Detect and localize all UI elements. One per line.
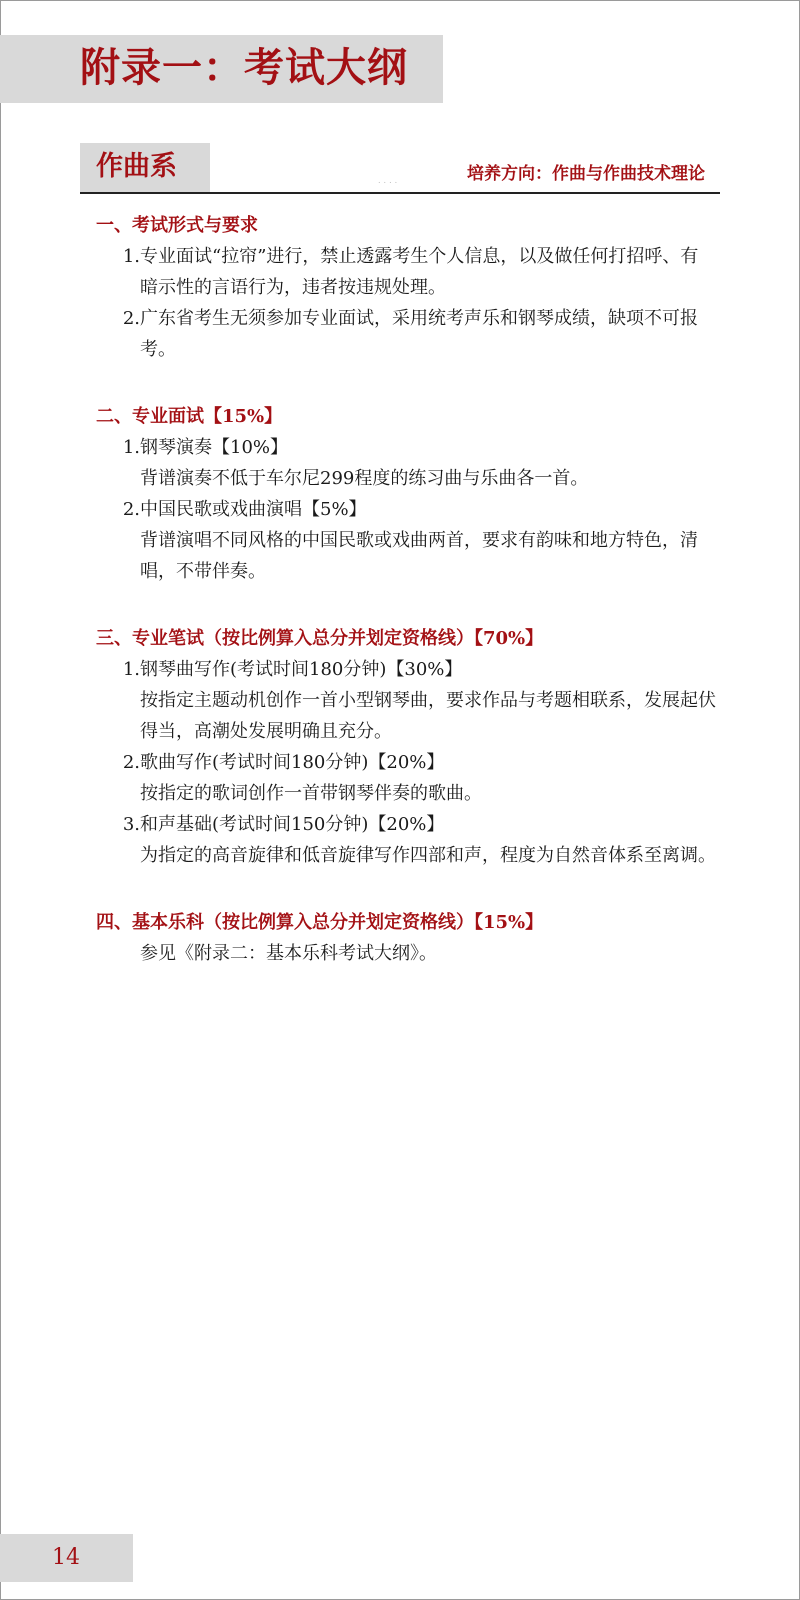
- page-title: 附录一：考试大纲: [80, 44, 408, 91]
- item-text: 歌曲写作(考试时间180分钟)【20%】: [140, 752, 445, 773]
- item-number: 3.: [122, 814, 140, 835]
- item-text: 广东省考生无须参加专业面试，采用统考声乐和钢琴成绩，缺项不可报考。: [140, 308, 698, 360]
- outline-content: [96, 210, 716, 969]
- list-item: [96, 494, 716, 587]
- list-item: [96, 303, 716, 365]
- item-number: 2.: [122, 499, 140, 520]
- item-description: 为指定的高音旋律和低音旋律写作四部和声，程度为自然音体系至离调。: [140, 845, 716, 866]
- item-text: 和声基础(考试时间150分钟)【20%】: [140, 814, 445, 835]
- list-item: [96, 809, 716, 871]
- section-heading: 二、专业面试【15%】: [96, 406, 283, 427]
- item-description: 按指定主题动机创作一首小型钢琴曲，要求作品与考题相联系，发展起伏得当，高潮处发展明确且充分。: [140, 690, 716, 742]
- department-name: 作曲系: [96, 151, 177, 182]
- list-item: [96, 241, 716, 303]
- section-heading: 一、考试形式与要求: [96, 215, 258, 236]
- item-description: 背谱演唱不同风格的中国民歌或戏曲两首，要求有韵味和地方特色，清唱，不带伴奏。: [140, 530, 698, 582]
- training-direction: 培养方向：作曲与作曲技术理论: [467, 164, 705, 184]
- item-description: 背谱演奏不低于车尔尼299程度的练习曲与乐曲各一首。: [140, 468, 589, 489]
- item-text: 中国民歌或戏曲演唱【5%】: [140, 499, 367, 520]
- item-text: 钢琴曲写作(考试时间180分钟)【30%】: [140, 659, 463, 680]
- item-number: 1.: [122, 659, 140, 680]
- section-basic-music: [96, 907, 716, 969]
- item-text: 专业面试“拉帘”进行，禁止透露考生个人信息，以及做任何打招呼、有暗示性的言语行为，违者按违规处理。: [140, 246, 699, 298]
- section-exam-format: [96, 210, 716, 365]
- section-written-exam: [96, 623, 716, 871]
- section-heading: 四、基本乐科（按比例算入总分并划定资格线）【15%】: [96, 912, 544, 933]
- item-description: 按指定的歌词创作一首带钢琴伴奏的歌曲。: [140, 783, 482, 804]
- decorative-dots: ....: [378, 176, 401, 185]
- item-number: 2.: [122, 752, 140, 773]
- page-number: 14: [52, 1545, 80, 1570]
- appendix-reference: 参见《附录二：基本乐科考试大纲》。: [140, 943, 437, 964]
- list-item: [96, 432, 716, 494]
- item-number: 2.: [122, 308, 140, 329]
- list-item: [96, 747, 716, 809]
- section-interview: [96, 401, 716, 587]
- item-number: 1.: [122, 437, 140, 458]
- list-item: [96, 654, 716, 747]
- section-heading: 三、专业笔试（按比例算入总分并划定资格线）【70%】: [96, 628, 544, 649]
- item-number: 1.: [122, 246, 140, 267]
- item-text: 钢琴演奏【10%】: [140, 437, 289, 458]
- header-rule: [80, 192, 720, 194]
